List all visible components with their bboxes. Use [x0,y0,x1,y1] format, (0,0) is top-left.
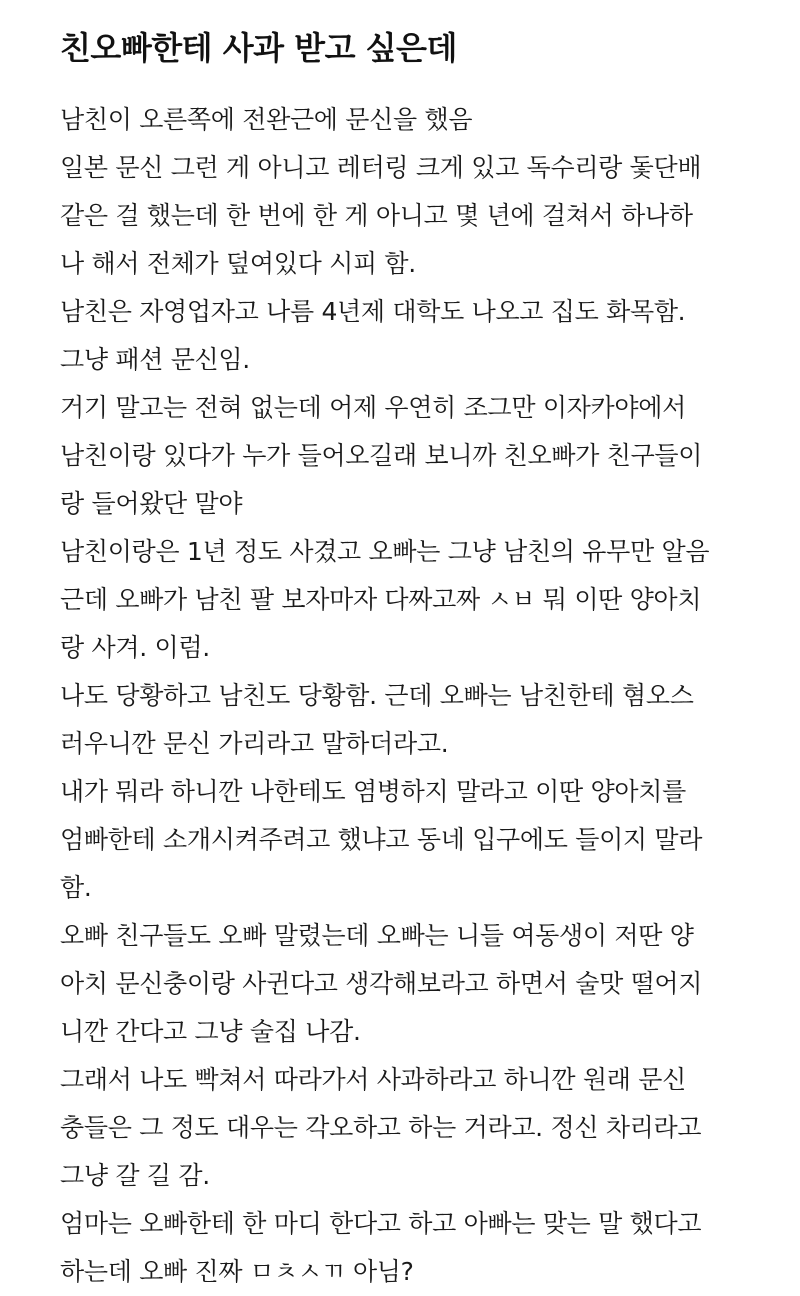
body-line: 하는데 오빠 진짜 ㅁㅊㅅㄲ 아님? [60,1257,414,1286]
body-line: 랑 사겨. 이럼. [60,633,210,662]
post-body [60,96,760,1296]
body-line: 같은 걸 했는데 한 번에 한 게 아니고 몇 년에 걸쳐서 하나하 [60,201,693,230]
body-line: 엄마는 오빠한테 한 마디 한다고 하고 아빠는 맞는 말 했다고 [60,1209,702,1238]
body-line: 나도 당황하고 남친도 당황함. 근데 오빠는 남친한테 혐오스 [60,681,694,710]
body-line: 나 해서 전체가 덮여있다 시피 함. [60,249,416,278]
body-line: 거기 말고는 전혀 없는데 어제 우연히 조그만 이자카야에서 [60,393,686,422]
body-line: 남친이랑 있다가 누가 들어오길래 보니까 친오빠가 친구들이 [60,441,703,470]
body-line: 그냥 패션 문신임. [60,345,250,374]
body-line: 그냥 갈 길 감. [60,1161,210,1190]
body-line: 근데 오빠가 남친 팔 보자마자 다짜고짜 ㅅㅂ 뭐 이딴 양아치 [60,585,702,614]
body-line: 남친이 오른쪽에 전완근에 문신을 했음 [60,105,473,134]
body-line: 니깐 간다고 그냥 술집 나감. [60,1017,361,1046]
body-line: 엄빠한테 소개시켜주려고 했냐고 동네 입구에도 들이지 말라 [60,825,703,854]
body-line: 일본 문신 그런 게 아니고 레터링 크게 있고 독수리랑 돛단배 [60,153,702,182]
post-title: 친오빠한테 사과 받고 싶은데 [60,29,457,67]
body-line: 아치 문신충이랑 사귄다고 생각해보라고 하면서 술맛 떨어지 [60,969,703,998]
body-line: 내가 뭐라 하니깐 나한테도 염병하지 말라고 이딴 양아치를 [60,777,686,806]
body-line: 러우니깐 문신 가리라고 말하더라고. [60,729,449,758]
body-line: 오빠 친구들도 오빠 말렸는데 오빠는 니들 여동생이 저딴 양 [60,921,694,950]
body-line: 충들은 그 정도 대우는 각오하고 하는 거라고. 정신 차리라고 [60,1113,702,1142]
body-line: 남친은 자영업자고 나름 4년제 대학도 나오고 집도 화목함. [60,297,686,326]
body-line: 함. [60,873,92,902]
body-line: 랑 들어왔단 말야 [60,489,243,518]
body-line: 남친이랑은 1년 정도 사겼고 오빠는 그냥 남친의 유무만 알음 [60,537,710,566]
body-line: 그래서 나도 빡쳐서 따라가서 사과하라고 하니깐 원래 문신 [60,1065,686,1094]
